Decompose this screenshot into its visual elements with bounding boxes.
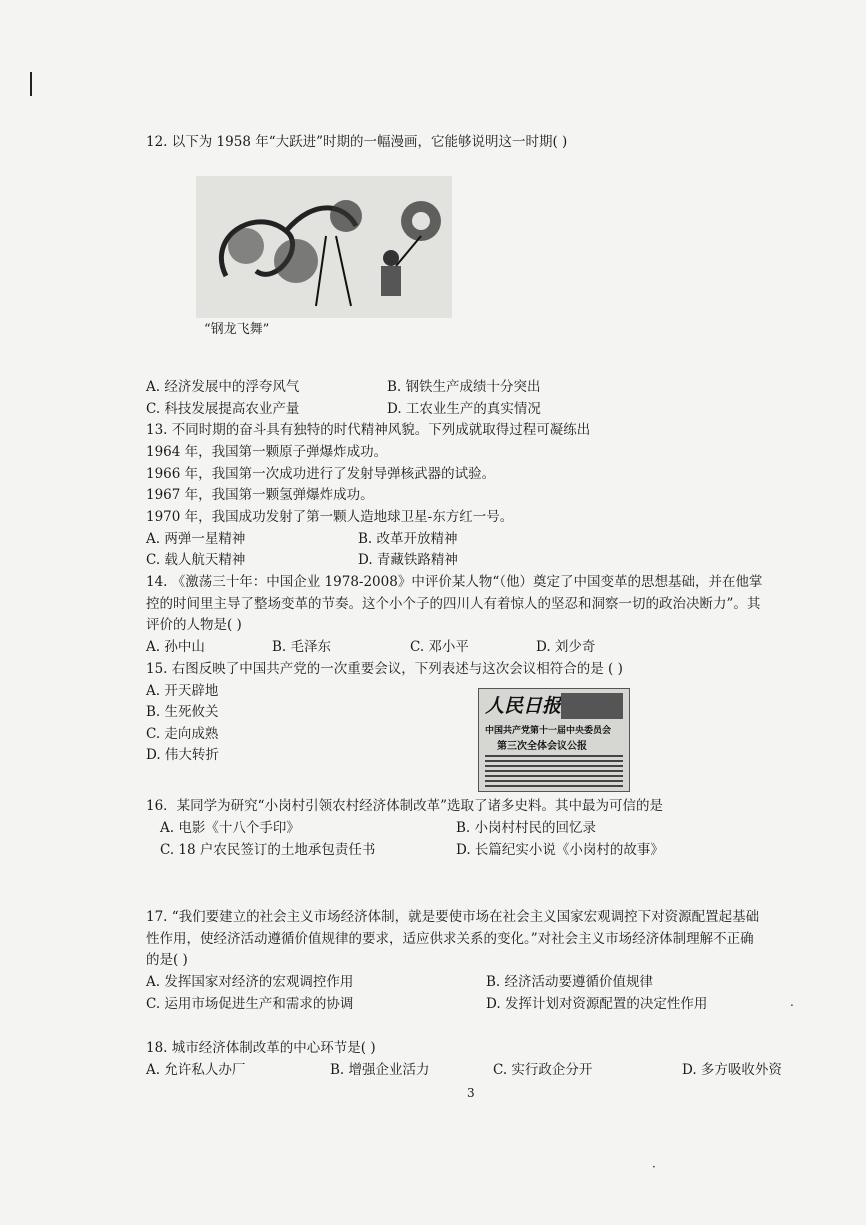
page-edge-mark	[30, 72, 32, 96]
q14-option-c[interactable]: C. 邓小平	[410, 639, 469, 655]
cartoon-caption: “钢龙飞舞”	[204, 322, 270, 337]
dragon-cartoon-image	[196, 176, 452, 318]
q18-option-a[interactable]: A. 允许私人办厂	[146, 1062, 246, 1078]
q14-option-d[interactable]: D. 刘少奇	[536, 639, 596, 655]
q15-option-d[interactable]: D. 伟大转折	[146, 747, 219, 763]
q15-stem: 15. 右图反映了中国共产党的一次重要会议，下列表述与这次会议相符合的是 ( )	[146, 661, 623, 677]
q18-option-b[interactable]: B. 增强企业活力	[330, 1062, 430, 1078]
newspaper-masthead: 人民日报	[485, 695, 562, 717]
newspaper-headline-2: 第三次全体会议公报	[497, 741, 587, 752]
q13-option-c[interactable]: C. 载人航天精神	[146, 552, 246, 568]
q12-option-a[interactable]: A. 经济发展中的浮夸风气	[146, 379, 300, 395]
q14-stem-line-3: 评价的人物是( )	[146, 617, 242, 633]
q18-option-d[interactable]: D. 多方吸收外资	[682, 1062, 782, 1078]
q16-option-a[interactable]: A. 电影《十八个手印》	[160, 820, 300, 836]
q18-stem: 18. 城市经济体制改革的中心环节是( )	[146, 1040, 376, 1056]
q13-fact-1970: 1970 年，我国成功发射了第一颗人造地球卫星-东方红一号。	[146, 509, 514, 525]
newspaper-clipping-image	[478, 688, 630, 792]
newspaper-header-block	[561, 693, 623, 719]
q12-stem: 12. 以下为 1958 年“大跃进”时期的一幅漫画，它能够说明这一时期( )	[146, 134, 568, 150]
dragon-cartoon-illustration	[196, 176, 452, 318]
q17-option-d[interactable]: D. 发挥计划对资源配置的决定性作用	[486, 996, 708, 1012]
q13-stem: 13. 不同时期的奋斗具有独特的时代精神风貌。下列成就取得过程可凝练出	[146, 422, 591, 438]
q12-option-c[interactable]: C. 科技发展提高农业产量	[146, 401, 300, 417]
q13-option-d[interactable]: D. 青藏铁路精神	[358, 552, 458, 568]
q14-option-b[interactable]: B. 毛泽东	[272, 639, 332, 655]
q13-fact-1966: 1966 年，我国第一次成功进行了发射导弹核武器的试验。	[146, 466, 496, 482]
q13-fact-1967: 1967 年，我国第一颗氢弹爆炸成功。	[146, 487, 374, 503]
q17-stem-line-1: 17. “我们要建立的社会主义市场经济体制，就是要使市场在社会主义国家宏观调控下对资源配置起基础	[146, 909, 760, 925]
q17-stem-line-2: 性作用，使经济活动遵循价值规律的要求，适应供求关系的变化。”对社会主义市场经济体制理解不正确	[146, 931, 754, 947]
newspaper-body-text	[485, 755, 623, 787]
q13-option-b[interactable]: B. 改革开放精神	[358, 531, 458, 547]
q14-stem-line-1: 14. 《激荡三十年：中国企业 1978-2008》中评价某人物“（他）奠定了中国变革的思想基础，并在他掌	[146, 574, 763, 590]
q16-option-d[interactable]: D. 长篇纪实小说《小岗村的故事》	[456, 842, 664, 858]
q13-fact-1964: 1964 年，我国第一颗原子弹爆炸成功。	[146, 444, 388, 460]
q14-stem-line-2: 控的时间里主导了整场变革的节奏。这个小个子的四川人有着惊人的坚忍和洞察一切的政治决断力”。其	[146, 596, 761, 612]
q18-option-c[interactable]: C. 实行政企分开	[493, 1062, 593, 1078]
newspaper-headline-1: 中国共产党第十一届中央委员会	[485, 726, 612, 736]
q17-option-a[interactable]: A. 发挥国家对经济的宏观调控作用	[146, 974, 354, 990]
q17-stem-line-3: 的是( )	[146, 952, 188, 968]
q14-option-a[interactable]: A. 孙中山	[146, 639, 205, 655]
q15-option-a[interactable]: A. 开天辟地	[146, 683, 219, 699]
q17-option-c[interactable]: C. 运用市场促进生产和需求的协调	[146, 996, 354, 1012]
page-number: 3	[467, 1086, 475, 1100]
q12-option-d[interactable]: D. 工农业生产的真实情况	[387, 401, 541, 417]
q15-option-c[interactable]: C. 走向成熟	[146, 726, 219, 742]
q16-option-b[interactable]: B. 小岗村村民的回忆录	[456, 820, 597, 836]
q17-option-b[interactable]: B. 经济活动要遵循价值规律	[486, 974, 654, 990]
q16-stem: 16．某同学为研究“小岗村引领农村经济体制改革”选取了诸多史料。其中最为可信的是	[146, 798, 663, 814]
q15-option-b[interactable]: B. 生死攸关	[146, 704, 219, 720]
q12-option-b[interactable]: B. 钢铁生产成绩十分突出	[387, 379, 541, 395]
q16-option-c[interactable]: C. 18 户农民签订的土地承包责任书	[160, 842, 376, 858]
q13-option-a[interactable]: A. 两弹一星精神	[146, 531, 246, 547]
stray-mark: .	[790, 995, 794, 1009]
stray-mark-bottom: ·	[652, 1160, 656, 1174]
